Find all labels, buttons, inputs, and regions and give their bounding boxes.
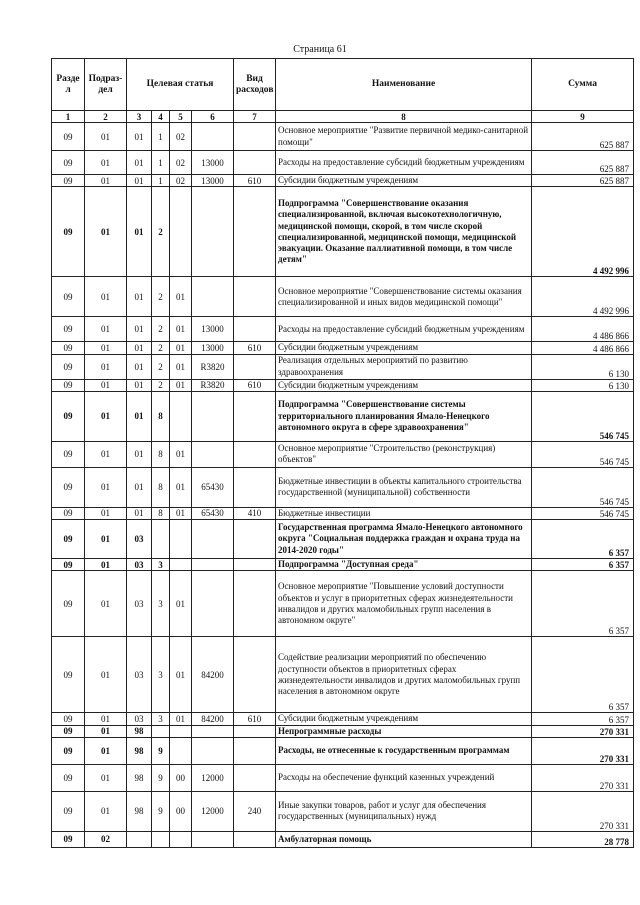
celevaya-3-cell: 01: [170, 637, 192, 713]
sum-cell: 6 130: [532, 379, 634, 391]
celevaya-2-cell: 2: [152, 354, 170, 379]
sum-cell: 270 331: [532, 791, 634, 831]
table-row: [52, 391, 634, 441]
celevaya-3-cell: 02: [170, 175, 192, 187]
celevaya-2-cell: 2: [152, 187, 170, 277]
celevaya-3-cell: [170, 831, 192, 847]
podrazdel-cell: 01: [85, 520, 127, 559]
col-number: 3: [127, 111, 152, 123]
budget-table: [51, 58, 634, 848]
celevaya-1-cell: 98: [127, 725, 152, 737]
vid-cell: [234, 441, 276, 467]
celevaya-2-cell: 9: [152, 737, 170, 764]
column-number-row: [52, 111, 634, 123]
celevaya-3-cell: [170, 187, 192, 277]
sum-cell: 6 357: [532, 713, 634, 725]
celevaya-4-cell: 13000: [192, 175, 234, 187]
celevaya-4-cell: [192, 391, 234, 441]
celevaya-3-cell: 01: [170, 467, 192, 507]
table-row: [52, 559, 634, 571]
razdel-cell: 09: [52, 123, 85, 151]
table-row: [52, 123, 634, 151]
table-row: [52, 831, 634, 847]
vid-cell: 410: [234, 507, 276, 519]
celevaya-1-cell: 98: [127, 791, 152, 831]
celevaya-2-cell: 8: [152, 441, 170, 467]
celevaya-2-cell: [152, 725, 170, 737]
celevaya-2-cell: 2: [152, 379, 170, 391]
table-row: [52, 277, 634, 317]
celevaya-3-cell: 01: [170, 571, 192, 637]
col-number: 8: [276, 111, 532, 123]
podrazdel-cell: 01: [85, 571, 127, 637]
table-row: [52, 175, 634, 187]
razdel-cell: 09: [52, 151, 85, 175]
vid-cell: [234, 391, 276, 441]
name-cell: Расходы на предоставление субсидий бюджетным учреждениям: [276, 317, 532, 342]
celevaya-1-cell: 01: [127, 391, 152, 441]
podrazdel-cell: 01: [85, 737, 127, 764]
celevaya-2-cell: 1: [152, 151, 170, 175]
col-number: 5: [170, 111, 192, 123]
name-cell: Субсидии бюджетным учреждениям: [276, 379, 532, 391]
vid-cell: [234, 571, 276, 637]
sum-cell: 4 492 996: [532, 277, 634, 317]
table-row: [52, 379, 634, 391]
celevaya-3-cell: [170, 737, 192, 764]
col-header-podrazdel: Подраз- дел: [85, 59, 127, 111]
sum-cell: 4 486 866: [532, 317, 634, 342]
table-row: [52, 441, 634, 467]
name-cell: Подпрограмма "Совершенствование системы территориального планирования Ямало-Ненецкого автономного округа в сфере здравоохранения": [276, 391, 532, 441]
podrazdel-cell: 01: [85, 467, 127, 507]
podrazdel-cell: 01: [85, 317, 127, 342]
celevaya-4-cell: R3820: [192, 354, 234, 379]
sum-cell: 28 778: [532, 831, 634, 847]
podrazdel-cell: 01: [85, 354, 127, 379]
sum-cell: 625 887: [532, 123, 634, 151]
celevaya-4-cell: [192, 277, 234, 317]
sum-cell: 270 331: [532, 737, 634, 764]
razdel-cell: 09: [52, 764, 85, 791]
name-cell: Основное мероприятие "Развитие первичной медико-санитарной помощи": [276, 123, 532, 151]
celevaya-4-cell: [192, 520, 234, 559]
vid-cell: [234, 725, 276, 737]
celevaya-1-cell: 01: [127, 342, 152, 354]
col-number: 1: [52, 111, 85, 123]
celevaya-4-cell: [192, 187, 234, 277]
razdel-cell: 09: [52, 507, 85, 519]
table-row: [52, 187, 634, 277]
name-cell: Непрограммные расходы: [276, 725, 532, 737]
celevaya-3-cell: 02: [170, 151, 192, 175]
vid-cell: [234, 123, 276, 151]
sum-cell: 546 745: [532, 467, 634, 507]
celevaya-4-cell: 65430: [192, 507, 234, 519]
podrazdel-cell: 01: [85, 277, 127, 317]
celevaya-4-cell: 84200: [192, 637, 234, 713]
celevaya-4-cell: [192, 831, 234, 847]
vid-cell: 610: [234, 713, 276, 725]
table-row: [52, 791, 634, 831]
podrazdel-cell: 01: [85, 151, 127, 175]
celevaya-4-cell: 65430: [192, 467, 234, 507]
table-row: [52, 713, 634, 725]
vid-cell: 610: [234, 175, 276, 187]
table-row: [52, 507, 634, 519]
table-row: [52, 342, 634, 354]
podrazdel-cell: 01: [85, 175, 127, 187]
vid-cell: [234, 277, 276, 317]
name-cell: Реализация отдельных мероприятий по развитию здравоохранения: [276, 354, 532, 379]
name-cell: Основное мероприятие "Совершенствование системы оказания специализированной и иных видов медицинской помощи": [276, 277, 532, 317]
col-header-razdel: Разде л: [52, 59, 85, 111]
celevaya-4-cell: 12000: [192, 764, 234, 791]
celevaya-4-cell: [192, 737, 234, 764]
name-cell: Иные закупки товаров, работ и услуг для обеспечения государственных (муниципальных) нужд: [276, 791, 532, 831]
table-row: [52, 520, 634, 559]
col-header-vid: Вид расходов: [234, 59, 276, 111]
celevaya-1-cell: 01: [127, 467, 152, 507]
celevaya-3-cell: 00: [170, 764, 192, 791]
sum-cell: 625 887: [532, 151, 634, 175]
celevaya-4-cell: [192, 571, 234, 637]
sum-cell: 6 357: [532, 520, 634, 559]
podrazdel-cell: 01: [85, 379, 127, 391]
celevaya-1-cell: [127, 831, 152, 847]
celevaya-2-cell: 2: [152, 317, 170, 342]
celevaya-3-cell: [170, 391, 192, 441]
razdel-cell: 09: [52, 467, 85, 507]
podrazdel-cell: 01: [85, 441, 127, 467]
celevaya-3-cell: 00: [170, 791, 192, 831]
celevaya-2-cell: 9: [152, 764, 170, 791]
name-cell: Амбулаторная помощь: [276, 831, 532, 847]
celevaya-4-cell: 13000: [192, 342, 234, 354]
celevaya-2-cell: 8: [152, 391, 170, 441]
vid-cell: 240: [234, 791, 276, 831]
celevaya-1-cell: 03: [127, 637, 152, 713]
celevaya-4-cell: [192, 725, 234, 737]
vid-cell: [234, 520, 276, 559]
celevaya-2-cell: [152, 520, 170, 559]
razdel-cell: 09: [52, 520, 85, 559]
celevaya-4-cell: [192, 123, 234, 151]
table-row: [52, 637, 634, 713]
celevaya-2-cell: 8: [152, 507, 170, 519]
sum-cell: 6 130: [532, 354, 634, 379]
table-row: [52, 151, 634, 175]
vid-cell: [234, 737, 276, 764]
vid-cell: [234, 467, 276, 507]
celevaya-4-cell: [192, 441, 234, 467]
razdel-cell: 09: [52, 441, 85, 467]
table-row: [52, 467, 634, 507]
celevaya-1-cell: 01: [127, 317, 152, 342]
celevaya-1-cell: 03: [127, 520, 152, 559]
celevaya-4-cell: 84200: [192, 713, 234, 725]
col-header-sum: Сумма: [532, 59, 634, 111]
name-cell: Расходы, не отнесенные к государственным программам: [276, 737, 532, 764]
table-row: [52, 764, 634, 791]
celevaya-2-cell: 2: [152, 277, 170, 317]
celevaya-3-cell: [170, 559, 192, 571]
vid-cell: [234, 317, 276, 342]
podrazdel-cell: 01: [85, 187, 127, 277]
name-cell: Субсидии бюджетным учреждениям: [276, 713, 532, 725]
celevaya-1-cell: 01: [127, 151, 152, 175]
celevaya-2-cell: 1: [152, 123, 170, 151]
header-row: [52, 59, 634, 111]
col-number: 4: [152, 111, 170, 123]
name-cell: Расходы на предоставление субсидий бюджетным учреждениям: [276, 151, 532, 175]
sum-cell: 6 357: [532, 637, 634, 713]
name-cell: Основное мероприятие "Повышение условий доступности объектов и услуг в приоритетных сферах жизнедеятельности инвалидов и других маломобильных групп населения в автономном округе": [276, 571, 532, 637]
table-row: [52, 571, 634, 637]
podrazdel-cell: 02: [85, 831, 127, 847]
sum-cell: 546 745: [532, 441, 634, 467]
razdel-cell: 09: [52, 637, 85, 713]
podrazdel-cell: 01: [85, 507, 127, 519]
celevaya-1-cell: 98: [127, 764, 152, 791]
celevaya-3-cell: [170, 725, 192, 737]
vid-cell: 610: [234, 342, 276, 354]
razdel-cell: 09: [52, 379, 85, 391]
sum-cell: 270 331: [532, 725, 634, 737]
razdel-cell: 09: [52, 713, 85, 725]
celevaya-1-cell: 01: [127, 175, 152, 187]
celevaya-2-cell: 1: [152, 175, 170, 187]
table-row: [52, 317, 634, 342]
razdel-cell: 09: [52, 187, 85, 277]
celevaya-3-cell: 01: [170, 441, 192, 467]
podrazdel-cell: 01: [85, 713, 127, 725]
celevaya-2-cell: 8: [152, 467, 170, 507]
sum-cell: 546 745: [532, 391, 634, 441]
sum-cell: 4 492 996: [532, 187, 634, 277]
vid-cell: 610: [234, 379, 276, 391]
razdel-cell: 09: [52, 317, 85, 342]
vid-cell: [234, 559, 276, 571]
vid-cell: [234, 831, 276, 847]
col-header-name: Наименование: [276, 59, 532, 111]
celevaya-3-cell: 01: [170, 713, 192, 725]
celevaya-1-cell: 98: [127, 737, 152, 764]
celevaya-4-cell: [192, 559, 234, 571]
celevaya-1-cell: 01: [127, 123, 152, 151]
podrazdel-cell: 01: [85, 791, 127, 831]
name-cell: Государственная программа Ямало-Ненецкого автономного округа "Социальная поддержка граждан и охрана труда на 2014-2020 годы": [276, 520, 532, 559]
razdel-cell: 09: [52, 725, 85, 737]
celevaya-2-cell: 2: [152, 342, 170, 354]
celevaya-1-cell: 03: [127, 713, 152, 725]
col-number: 6: [192, 111, 234, 123]
celevaya-1-cell: 03: [127, 559, 152, 571]
razdel-cell: 09: [52, 342, 85, 354]
col-number: 2: [85, 111, 127, 123]
celevaya-3-cell: 01: [170, 507, 192, 519]
celevaya-2-cell: 3: [152, 713, 170, 725]
sum-cell: 6 357: [532, 559, 634, 571]
sum-cell: 4 486 866: [532, 342, 634, 354]
celevaya-2-cell: [152, 831, 170, 847]
celevaya-3-cell: 01: [170, 354, 192, 379]
sum-cell: 625 887: [532, 175, 634, 187]
vid-cell: [234, 354, 276, 379]
vid-cell: [234, 187, 276, 277]
name-cell: Подпрограмма "Совершенствование оказания специализированной, включая высокотехнологичную, медицинской помощи, скорой, в том числе скорой специализированной, медицинской помощи, медицинской эвакуации. Оказание паллиативной помощи, в том числе детям": [276, 187, 532, 277]
vid-cell: [234, 151, 276, 175]
podrazdel-cell: 01: [85, 342, 127, 354]
col-number: 9: [532, 111, 634, 123]
razdel-cell: 09: [52, 175, 85, 187]
table-row: [52, 737, 634, 764]
razdel-cell: 09: [52, 571, 85, 637]
celevaya-4-cell: 13000: [192, 317, 234, 342]
celevaya-1-cell: 01: [127, 379, 152, 391]
celevaya-4-cell: 12000: [192, 791, 234, 831]
podrazdel-cell: 01: [85, 764, 127, 791]
celevaya-4-cell: R3820: [192, 379, 234, 391]
celevaya-2-cell: 3: [152, 559, 170, 571]
celevaya-2-cell: 3: [152, 571, 170, 637]
vid-cell: [234, 764, 276, 791]
celevaya-1-cell: 01: [127, 441, 152, 467]
col-number: 7: [234, 111, 276, 123]
name-cell: Бюджетные инвестиции в объекты капитального строительства государственной (муниципальной) собственности: [276, 467, 532, 507]
name-cell: Бюджетные инвестиции: [276, 507, 532, 519]
razdel-cell: 09: [52, 737, 85, 764]
podrazdel-cell: 01: [85, 559, 127, 571]
celevaya-2-cell: 9: [152, 791, 170, 831]
razdel-cell: 09: [52, 831, 85, 847]
col-header-celevaya: Целевая статья: [127, 59, 234, 111]
podrazdel-cell: 01: [85, 637, 127, 713]
celevaya-3-cell: 01: [170, 317, 192, 342]
table-row: [52, 725, 634, 737]
podrazdel-cell: 01: [85, 123, 127, 151]
celevaya-3-cell: 01: [170, 379, 192, 391]
razdel-cell: 09: [52, 277, 85, 317]
name-cell: Основное мероприятие "Строительство (реконструкция) объектов": [276, 441, 532, 467]
celevaya-1-cell: 03: [127, 571, 152, 637]
sum-cell: 546 745: [532, 507, 634, 519]
razdel-cell: 09: [52, 354, 85, 379]
celevaya-1-cell: 01: [127, 507, 152, 519]
razdel-cell: 09: [52, 391, 85, 441]
celevaya-2-cell: 3: [152, 637, 170, 713]
name-cell: Субсидии бюджетным учреждениям: [276, 342, 532, 354]
sum-cell: 6 357: [532, 571, 634, 637]
name-cell: Расходы на обеспечение функций казенных учреждений: [276, 764, 532, 791]
celevaya-1-cell: 01: [127, 187, 152, 277]
celevaya-3-cell: [170, 520, 192, 559]
sum-cell: 270 331: [532, 764, 634, 791]
celevaya-4-cell: 13000: [192, 151, 234, 175]
name-cell: Содействие реализации мероприятий по обеспечению доступности объектов в приоритетных сферах жизнедеятельности инвалидов и других маломобильных групп населения в автономном округе: [276, 637, 532, 713]
podrazdel-cell: 01: [85, 725, 127, 737]
celevaya-3-cell: 02: [170, 123, 192, 151]
celevaya-3-cell: 01: [170, 342, 192, 354]
name-cell: Подпрограмма "Доступная среда": [276, 559, 532, 571]
razdel-cell: 09: [52, 559, 85, 571]
name-cell: Субсидии бюджетным учреждениям: [276, 175, 532, 187]
celevaya-3-cell: 01: [170, 277, 192, 317]
table-row: [52, 354, 634, 379]
page-number: Страница 61: [293, 44, 347, 55]
vid-cell: [234, 637, 276, 713]
razdel-cell: 09: [52, 791, 85, 831]
celevaya-1-cell: 01: [127, 277, 152, 317]
celevaya-1-cell: 01: [127, 354, 152, 379]
podrazdel-cell: 01: [85, 391, 127, 441]
